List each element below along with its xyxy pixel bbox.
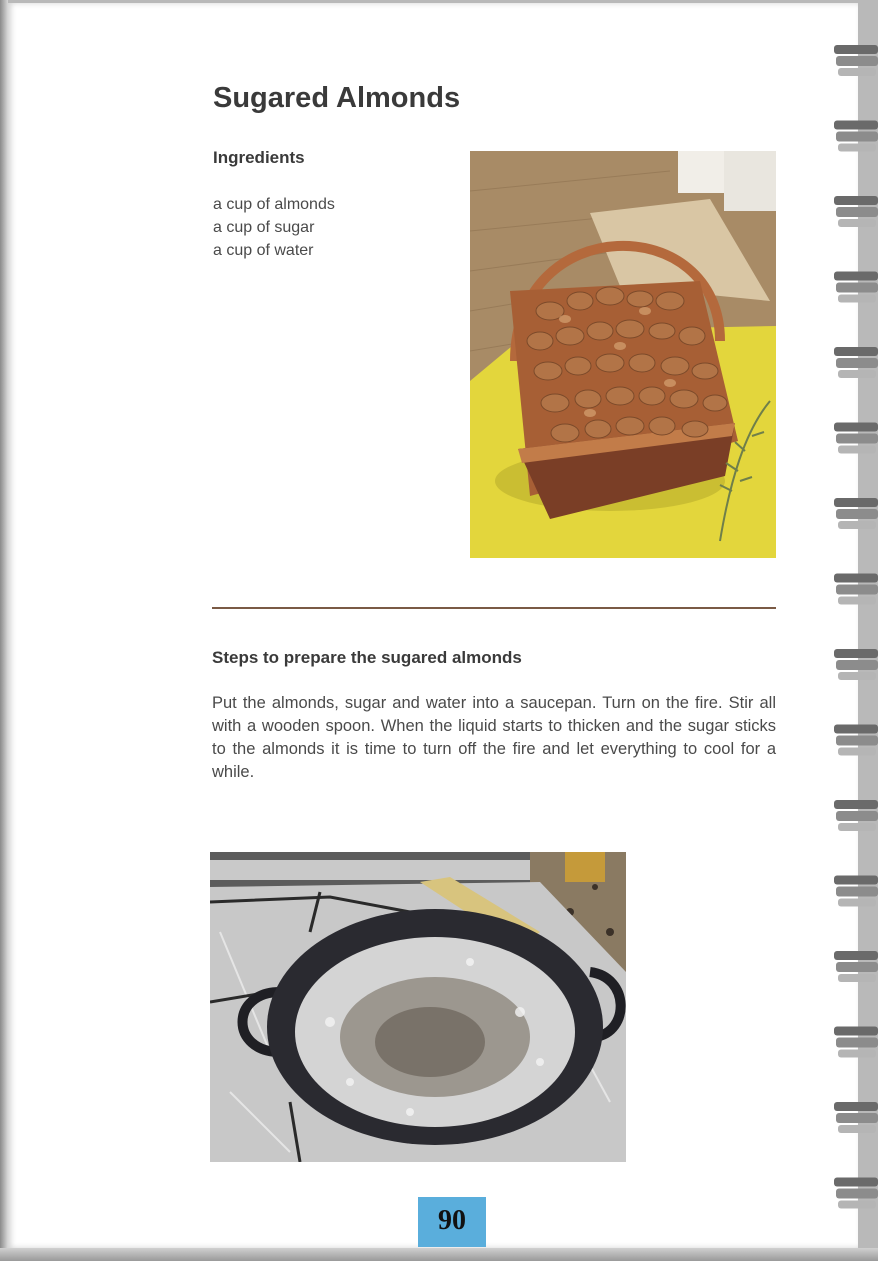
spiral-ring xyxy=(834,423,878,454)
spiral-ring xyxy=(834,121,878,152)
steps-heading: Steps to prepare the sugared almonds xyxy=(212,648,522,667)
ingredient-item: a cup of sugar xyxy=(213,219,315,236)
ingredient-item: a cup of almonds xyxy=(213,196,335,213)
spiral-ring xyxy=(834,1178,878,1209)
page-number: 90 xyxy=(418,1197,486,1247)
spiral-ring xyxy=(834,498,878,529)
spiral-ring xyxy=(834,876,878,907)
spiral-ring xyxy=(834,196,878,227)
ingredients-heading: Ingredients xyxy=(213,148,305,167)
steps-paragraph: Put the almonds, sugar and water into a saucepan. Turn on the fire. Stir all with a wooden spoon. When the liquid starts to thicken and the sugar sticks to the almonds it is time to turn off the fire and let everything to cool for a while. xyxy=(212,694,776,781)
book-left-edge xyxy=(0,0,8,1261)
almond-basket-photo xyxy=(470,151,776,558)
spiral-ring xyxy=(834,725,878,756)
spiral-ring xyxy=(834,574,878,605)
spiral-ring xyxy=(834,951,878,982)
spiral-ring xyxy=(834,1102,878,1133)
spiral-ring xyxy=(834,347,878,378)
book-bottom-edge xyxy=(0,1248,878,1261)
saucepan-illustration xyxy=(210,852,626,1162)
spiral-rings xyxy=(834,0,878,1261)
ingredients-list xyxy=(213,193,335,262)
spiral-ring xyxy=(834,45,878,76)
saucepan-photo xyxy=(210,852,626,1162)
section-divider xyxy=(212,607,776,609)
recipe-title: Sugared Almonds xyxy=(213,82,461,114)
spiral-ring xyxy=(834,272,878,303)
spiral-ring xyxy=(834,800,878,831)
almond-basket-illustration xyxy=(470,151,776,558)
spiral-ring xyxy=(834,1027,878,1058)
ingredient-item: a cup of water xyxy=(213,242,314,259)
spiral-ring xyxy=(834,649,878,680)
